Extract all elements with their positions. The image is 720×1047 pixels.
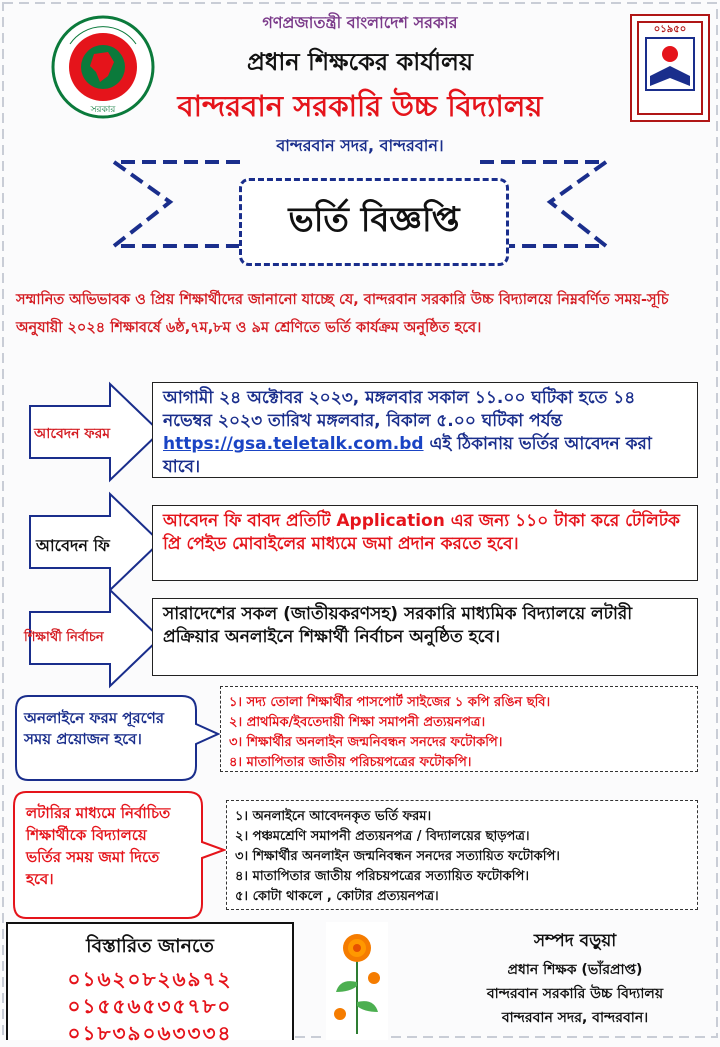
list-item: ২। প্রাথমিক/ইবতেদায়ী শিক্ষা সমাপনী প্রত্যয়নপত্র। (229, 715, 486, 730)
fee-label: আবেদন ফি (36, 536, 110, 555)
school-address: বান্দরবান সদর, বান্দরবান। (276, 136, 444, 155)
page-title: ভর্তি বিজ্ঞপ্তি (239, 178, 509, 266)
intro-text: সম্মানিত অভিভাবক ও প্রিয় শিক্ষার্থীদের জানানো যাচ্ছে যে, বান্দরবান সরকারি উচ্চ বিদ্যালয়ে নিম্নবর্ণিত সময়-সূচি অনুযায়ী ২০২৪ শিক্ষাবর্ষে ৬ষ্ঠ,৭ম,৮ম ও ৯ম শ্রেণিতে ভর্তি কার্যক্রম অনুষ্ঠিত হবে। (16, 292, 669, 336)
signature-block (430, 928, 720, 1030)
application-text-after: এই ঠিকানায় ভর্তির আবেদন করা যাবে। (163, 434, 652, 477)
phone-number[interactable]: ০১৫৫৬৫৩৫৭৮০ (67, 994, 233, 1018)
online-form-callout: অনলাইনে ফরম পূরণের সময় প্রয়োজন হবে। (24, 709, 165, 748)
marigold-flower-icon (326, 922, 388, 1040)
signatory-address: বান্দরবান সদর, বান্দরবান। (501, 1010, 649, 1026)
school-logo-year: ০১৯৫০ (653, 24, 687, 35)
selection-label: শিক্ষার্থী নির্বাচন (24, 630, 104, 645)
flower-decoration (326, 922, 388, 1040)
signatory-designation: প্রধান শিক্ষক (ভাঁরপ্রাপ্ত) (507, 962, 643, 978)
selection-box (152, 598, 698, 676)
school-name: বান্দরবান সরকারি উচ্চ বিদ্যালয় (177, 89, 543, 123)
list-item: ৫। কোটা থাকলে , কোটার প্রত্যয়নপত্র। (235, 889, 439, 904)
fee-box (152, 505, 698, 581)
fee-text: আবেদন ফি বাবদ প্রতিটি Application এর জন্য ১১০ টাকা করে টেলিটক প্রি পেইড মোবাইলের মাধ্যমে জমা প্রদান করতে হবে। (163, 511, 680, 554)
application-link[interactable]: https://gsa.teletalk.com.bd (163, 434, 424, 454)
phone-number[interactable]: ০১৮৩৯০৬৩৩৩৪ (67, 1021, 233, 1045)
list-item: ৪। মাতাপিতার জাতীয় পরিচয়পত্রের সত্যায়িত ফটোকপি। (235, 869, 529, 884)
contact-title: বিস্তারিত জানতে (86, 935, 214, 957)
office-title: প্রধান শিক্ষকের কার্যালয় (246, 48, 474, 76)
phone-number[interactable]: ০১৬২০৮২৬৯৭২ (67, 967, 233, 991)
list-item: ২। পঞ্চমশ্রেণি সমাপনী প্রত্যয়নপত্র / বিদ্যালয়ের ছাড়পত্র। (235, 829, 530, 844)
contact-box (6, 922, 294, 1045)
application-label: আবেদন ফরম (34, 426, 111, 442)
lottery-list (226, 800, 698, 910)
signatory-school: বান্দরবান সরকারি উচ্চ বিদ্যালয় (486, 986, 664, 1002)
list-item: ১। সদ্য তোলা শিক্ষার্থীর পাসপোর্ট সাইজের ১ কপি রঙিন ছবি। (229, 695, 551, 710)
government-title: গণপ্রজাতন্ত্রী বাংলাদেশ সরকার (262, 13, 458, 32)
application-text-before: আগামী ২৪ অক্টোবর ২০২৩, মঙ্গলবার সকাল ১১.০০ ঘটিকা হতে ১৪ নভেম্বর ২০২৩ তারিখ মঙ্গলবার, বিকাল ৫.০০ ঘটিকা পর্যন্ত (163, 388, 636, 431)
school-logo (630, 14, 710, 122)
list-item: ৪। মাতাপিতার জাতীয় পরিচয়পত্রের ফটোকপি। (229, 755, 472, 770)
list-item: ১। অনলাইনে আবেদনকৃত ভর্তি ফরম। (235, 809, 432, 824)
svg-text:সরকার: সরকার (90, 105, 116, 115)
online-form-list (220, 686, 698, 772)
application-box (152, 382, 698, 478)
lottery-callout: লটারির মাধ্যমে নির্বাচিত শিক্ষার্থীকে বিদ্যালয়ে ভর্তির সময় জমা দিতে হবে। (26, 804, 171, 888)
list-item: ৩। শিক্ষার্থীর অনলাইন জন্মনিবন্ধন সনদের ফটোকপি। (229, 735, 503, 750)
signatory-name: সম্পদ বড়ুয়া (533, 931, 617, 951)
list-item: ৩। শিক্ষার্থীর অনলাইন জন্মনিবন্ধন সনদের সত্যায়িত ফটোকপি। (235, 849, 560, 864)
selection-text: সারাদেশের সকল (জাতীয়করণসহ) সরকারি মাধ্যমিক বিদ্যালয়ে লটারী প্রক্রিয়ার অনলাইনে শিক্ষার্থী নির্বাচন অনুষ্ঠিত হবে। (163, 604, 633, 647)
